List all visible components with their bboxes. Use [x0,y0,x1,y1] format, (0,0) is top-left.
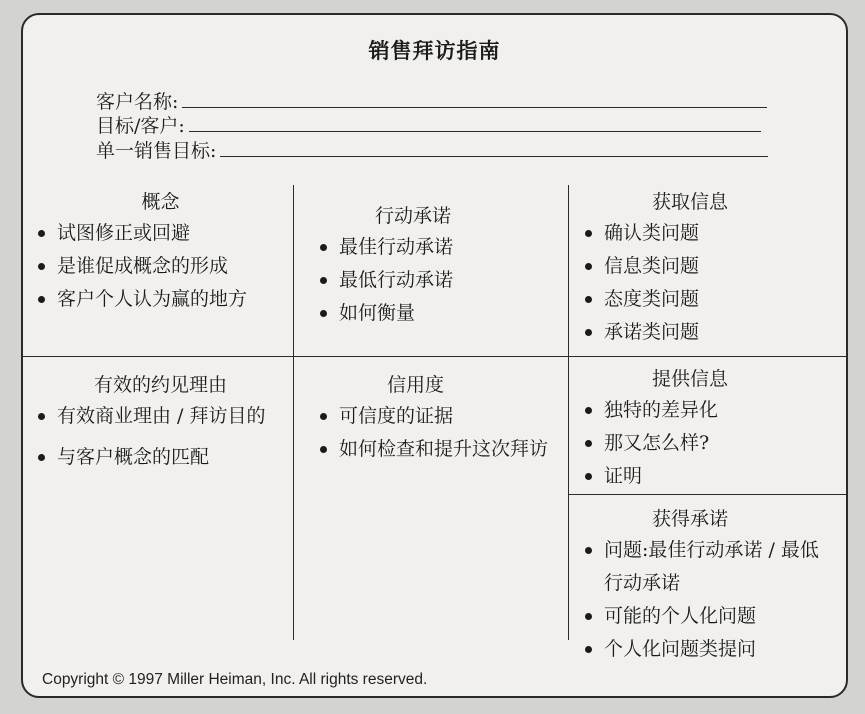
bullet-icon [38,454,45,461]
bullet-icon [585,473,592,480]
list-item: 态度类问题 [580,283,835,316]
bullet-icon [585,547,592,554]
customer-name-field [96,91,767,113]
list-item: 客户个人认为赢的地方 [33,283,288,316]
get-info-list [580,217,835,349]
bullet-icon [585,230,592,237]
valid-reason-heading: 有效的约见理由 [93,374,227,396]
list-item: 如何检查和提升这次拜访 [315,433,555,466]
list-item: 确认类问题 [580,217,835,250]
list-item: 可信度的证据 [315,400,555,433]
get-commitment-cell [580,504,835,666]
bullet-icon [585,646,592,653]
get-commitment-heading: 获得承诺 [652,508,729,530]
list-item: 承诺类问题 [580,316,835,349]
bullet-icon [38,413,45,420]
concept-cell [33,187,288,316]
bullet-icon [585,263,592,270]
list-item: 证明 [580,460,835,493]
grid-divider-right [568,185,569,640]
give-info-cell [580,364,835,493]
action-commitment-heading: 行动承诺 [375,205,452,227]
action-commitment-list [315,231,555,330]
action-commitment-cell [315,201,555,330]
valid-reason-list [33,400,288,474]
concept-list [33,217,288,316]
give-info-heading: 提供信息 [652,368,729,390]
list-item: 试图修正或回避 [33,217,288,250]
copyright-notice: Copyright © 1997 Miller Heiman, Inc. All rights reserved. [42,671,428,688]
list-item: 最佳行动承诺 [315,231,555,264]
bullet-icon [38,230,45,237]
bullet-icon [38,263,45,270]
list-item: 与客户概念的匹配 [33,441,288,474]
credibility-list [315,400,555,466]
list-item: 那又怎么样? [580,427,835,460]
target-customer-field [96,115,761,137]
list-item: 是谁促成概念的形成 [33,250,288,283]
concept-heading: 概念 [141,191,180,213]
bullet-icon [320,244,327,251]
credibility-heading: 信用度 [387,374,445,396]
list-item: 有效商业理由 / 拜访目的 [33,400,288,433]
bullet-icon [585,329,592,336]
get-commitment-list [580,534,835,666]
page-title: 销售拜访指南 [368,39,501,63]
list-item: 可能的个人化问题 [580,600,835,633]
grid-divider-middle [23,356,846,357]
bullet-icon [585,296,592,303]
target-customer-label: 目标/客户: [96,115,185,137]
list-item: 问题:最佳行动承诺 / 最低行动承诺 [580,534,835,600]
give-info-list [580,394,835,493]
list-item: 如何衡量 [315,297,555,330]
single-sales-objective-label: 单一销售目标: [96,140,217,162]
bullet-icon [320,310,327,317]
list-item: 最低行动承诺 [315,264,555,297]
grid-divider-right-lower [568,494,846,495]
get-info-heading: 获取信息 [652,191,729,213]
get-info-cell [580,187,835,349]
bullet-icon [585,440,592,447]
list-item: 个人化问题类提问 [580,633,835,666]
single-sales-objective-field [96,140,768,162]
bullet-icon [585,613,592,620]
customer-name-label: 客户名称: [96,91,179,113]
bullet-icon [320,413,327,420]
bullet-icon [320,277,327,284]
bullet-icon [320,446,327,453]
single-sales-objective-line [220,156,768,157]
valid-reason-cell [33,370,288,474]
list-item: 独特的差异化 [580,394,835,427]
bullet-icon [38,296,45,303]
list-item: 信息类问题 [580,250,835,283]
bullet-icon [585,407,592,414]
credibility-cell [315,370,555,466]
grid-divider-left [293,185,294,640]
customer-name-line [182,107,767,108]
target-customer-line [189,131,761,132]
sales-call-guide-card [21,13,848,698]
